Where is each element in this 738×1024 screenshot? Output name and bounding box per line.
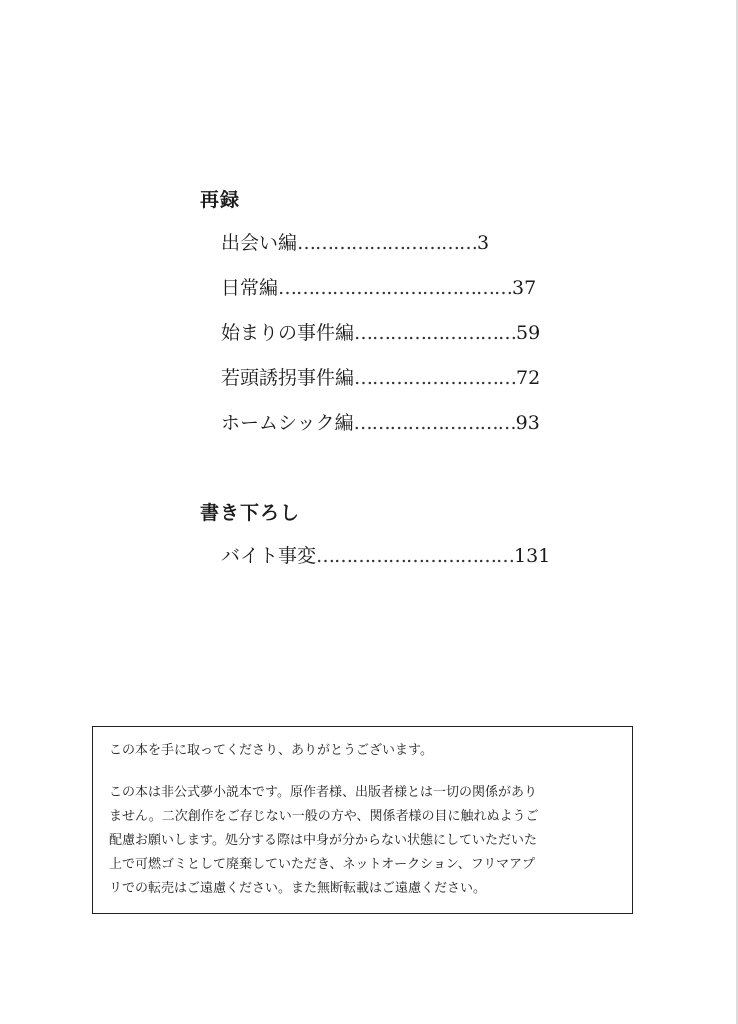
toc-section-reprint	[200, 186, 560, 434]
section-title: 再録	[200, 189, 241, 211]
entry-page-number: 3	[477, 232, 490, 254]
notice-line: リでの転売はご遠慮ください。また無断転載はご遠慮ください。	[109, 881, 487, 896]
entry-title: 出会い編	[221, 232, 298, 254]
toc-entry	[221, 320, 540, 346]
entry-page-number: 93	[515, 412, 540, 434]
entry-page-number: 59	[516, 322, 541, 344]
notice-line: ません。二次創作をご存じない一般の方や、関係者様の目に触れぬようご	[109, 809, 539, 824]
dot-leader: …………………………	[297, 232, 478, 254]
thanks-message: この本を手に取ってくださり、ありがとうございます。	[109, 743, 433, 758]
notice-line: 上で可燃ゴミとして廃棄していただき、ネットオークション、フリマアプ	[109, 857, 536, 872]
notice-box	[92, 726, 633, 914]
notice-line: 配慮お願いします。処分する際は中身が分からない状態にしていただいた	[109, 833, 537, 848]
entry-page-number: 131	[514, 545, 551, 567]
dot-leader: ………………………	[354, 367, 517, 389]
toc-entry	[221, 365, 540, 391]
section-title: 書き下ろし	[200, 502, 301, 524]
entry-title: 若頭誘拐事件編	[221, 367, 355, 389]
toc-entry	[221, 230, 489, 256]
notice-line: この本は非公式夢小説本です。原作者様、出版者様とは一切の関係があり	[109, 785, 537, 800]
toc-entry	[221, 543, 550, 569]
entry-page-number: 72	[516, 367, 541, 389]
entry-title: ホームシック編	[221, 412, 354, 434]
toc-entry	[221, 410, 540, 436]
dot-leader: ……………………………	[316, 545, 515, 567]
entry-page-number: 37	[512, 277, 537, 299]
toc-entry	[221, 275, 536, 301]
entry-title: 日常編	[221, 277, 279, 299]
dot-leader: …………………………………	[278, 277, 513, 299]
entry-title: バイト事変	[221, 545, 317, 567]
dot-leader: ………………………	[353, 412, 516, 434]
toc-section-new-writing	[200, 499, 560, 567]
dot-leader: ………………………	[354, 322, 517, 344]
entry-title: 始まりの事件編	[221, 322, 355, 344]
